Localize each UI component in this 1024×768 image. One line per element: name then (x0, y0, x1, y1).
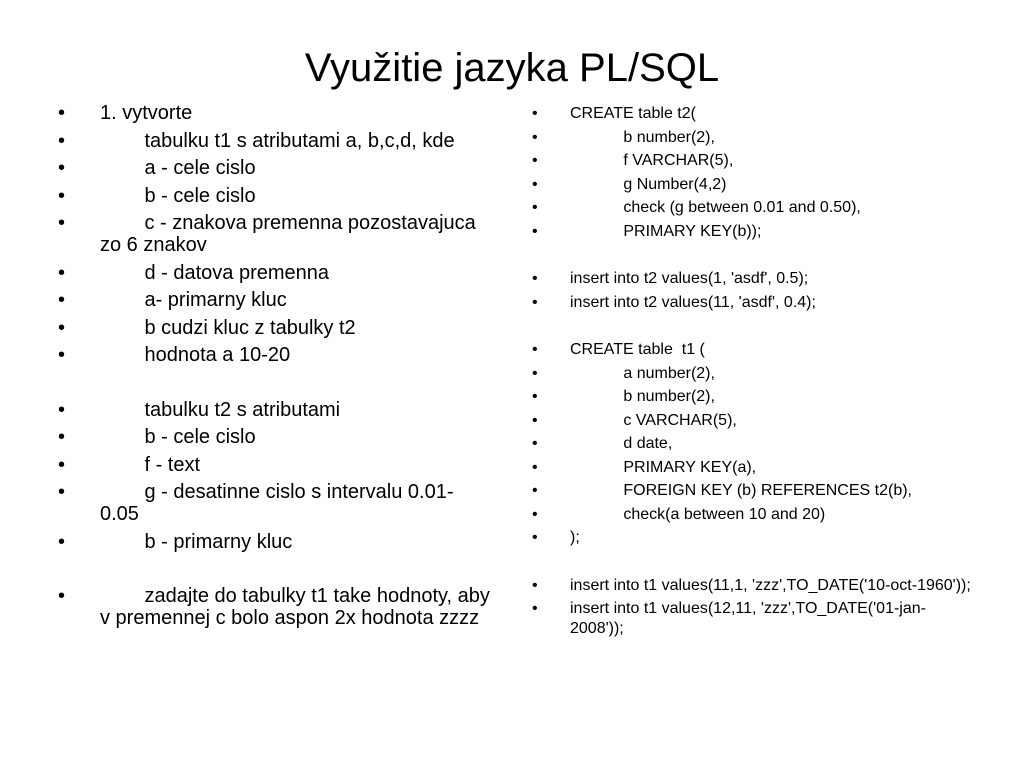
list-item (58, 344, 490, 366)
list-item (528, 340, 976, 360)
list-item (58, 317, 490, 339)
list-item-text: a- primarny kluc (100, 289, 287, 311)
list-item (528, 458, 976, 478)
list-item (528, 411, 976, 431)
bullet-icon: • (532, 576, 538, 594)
list-item-text: insert into t2 values(11, 'asdf', 0.4); (570, 293, 816, 311)
list-item-text: d - datova premenna (100, 261, 330, 284)
list-item-text: d date, (570, 435, 673, 452)
bullet-icon: • (58, 481, 66, 503)
bullet-icon: • (58, 261, 66, 284)
bullet-icon: • (532, 270, 538, 287)
list-item (528, 364, 976, 384)
list-item-text: c - znakova premenna pozostavajuca zo 6 znakov (100, 212, 482, 256)
bullet-icon: • (532, 482, 538, 499)
bullet-icon: • (532, 175, 538, 193)
list-item (528, 387, 976, 407)
list-item-text: 1. vytvorte (100, 102, 193, 124)
list-item (528, 128, 976, 148)
bullet-icon: • (58, 426, 66, 448)
list-item (58, 481, 490, 525)
list-item (528, 222, 976, 242)
list-item (528, 269, 976, 289)
bullet-icon: • (532, 411, 538, 429)
list-item (528, 576, 976, 596)
list-item-text: tabulku t1 s atributami a, b,c,d, kde (100, 129, 455, 152)
list-item-text: insert into t1 values(12,11, 'zzz',TO_DATE('01-jan-2008')); (570, 600, 926, 637)
list-item (58, 399, 490, 421)
spacer (528, 245, 976, 269)
list-item-text: CREATE table t2( (570, 105, 696, 122)
list-item-text: check (g between 0.01 and 0.50), (570, 199, 861, 216)
bullet-icon: • (58, 344, 66, 366)
bullet-icon: • (532, 293, 538, 311)
right-bullet-list (528, 104, 976, 643)
list-item (58, 185, 490, 207)
list-item-text: check(a between 10 and 20) (570, 505, 826, 523)
list-item (528, 198, 976, 218)
bullet-icon: • (58, 289, 66, 311)
list-item-text: a number(2), (570, 364, 715, 382)
list-item-text: b number(2), (570, 128, 715, 146)
list-item (528, 481, 976, 501)
bullet-icon: • (58, 129, 66, 152)
bullet-icon: • (532, 199, 538, 216)
bullet-icon: • (58, 453, 66, 476)
bullet-icon: • (532, 505, 538, 523)
spacer (528, 316, 976, 340)
list-item (528, 599, 976, 639)
list-item (58, 262, 490, 284)
list-item-text: b - cele cislo (100, 184, 256, 207)
bullet-icon: • (532, 364, 538, 382)
list-item-text: PRIMARY KEY(b)); (570, 222, 762, 240)
list-item-text: a - cele cislo (100, 157, 256, 179)
list-item-text: g - desatinne cislo s intervalu 0.01-0.05 (100, 481, 454, 525)
list-item-text: insert into t1 values(11,1, 'zzz',TO_DATE('10-oct-1960')); (570, 576, 971, 594)
slide-title: Využitie jazyka PL/SQL (304, 46, 720, 90)
bullet-icon: • (532, 388, 538, 405)
list-item (528, 505, 976, 525)
left-bullet-list (58, 102, 496, 635)
bullet-icon: • (58, 212, 66, 234)
list-item (528, 293, 976, 313)
list-item-text: b - cele cislo (100, 426, 256, 448)
list-item (58, 289, 490, 311)
bullet-icon: • (532, 529, 538, 546)
bullet-icon: • (532, 435, 538, 452)
list-item-text: CREATE table t1 ( (570, 341, 705, 358)
list-item-text: tabulku t2 s atributami (100, 398, 341, 421)
list-item-text: b number(2), (570, 388, 715, 405)
list-item-text: PRIMARY KEY(a), (570, 458, 757, 476)
spacer (58, 558, 490, 585)
bullet-icon: • (58, 530, 66, 553)
list-item-text: hodnota a 10-20 (100, 344, 291, 366)
list-item-text: ); (570, 529, 580, 546)
list-item (58, 212, 490, 256)
bullet-icon: • (58, 102, 66, 124)
list-item-text: c VARCHAR(5), (570, 411, 737, 429)
list-item (58, 585, 496, 629)
list-item (58, 102, 490, 124)
list-item-text: b cudzi kluc z tabulky t2 (100, 316, 356, 339)
list-item-text: FOREIGN KEY (b) REFERENCES t2(b), (570, 482, 912, 499)
bullet-icon: • (58, 585, 66, 607)
bullet-icon: • (532, 128, 538, 146)
bullet-icon: • (532, 222, 538, 240)
list-item (58, 130, 490, 152)
bullet-icon: • (58, 184, 66, 207)
bullet-icon: • (58, 157, 66, 179)
list-item-text: f VARCHAR(5), (570, 152, 734, 169)
list-item-text: insert into t2 values(1, 'asdf', 0.5); (570, 270, 809, 287)
bullet-icon: • (532, 105, 538, 122)
bullet-icon: • (532, 458, 538, 476)
list-item (58, 454, 490, 476)
list-item (58, 531, 490, 553)
list-item (528, 434, 976, 454)
list-item-text: b - primarny kluc (100, 530, 293, 553)
bullet-icon: • (532, 600, 538, 617)
list-item (528, 528, 976, 548)
list-item-text: g Number(4,2) (570, 175, 727, 193)
list-item (58, 426, 490, 448)
list-item (58, 157, 490, 179)
bullet-icon: • (58, 316, 66, 339)
spacer (528, 552, 976, 576)
list-item-text: zadajte do tabulky t1 take hodnoty, aby v premennej c bolo aspon 2x hodnota zzzz (100, 585, 496, 629)
list-item (528, 104, 976, 124)
bullet-icon: • (532, 152, 538, 169)
bullet-icon: • (532, 341, 538, 358)
list-item-text: f - text (100, 453, 201, 476)
list-item (528, 151, 976, 171)
spacer (58, 372, 490, 399)
list-item (528, 175, 976, 195)
bullet-icon: • (58, 398, 66, 421)
